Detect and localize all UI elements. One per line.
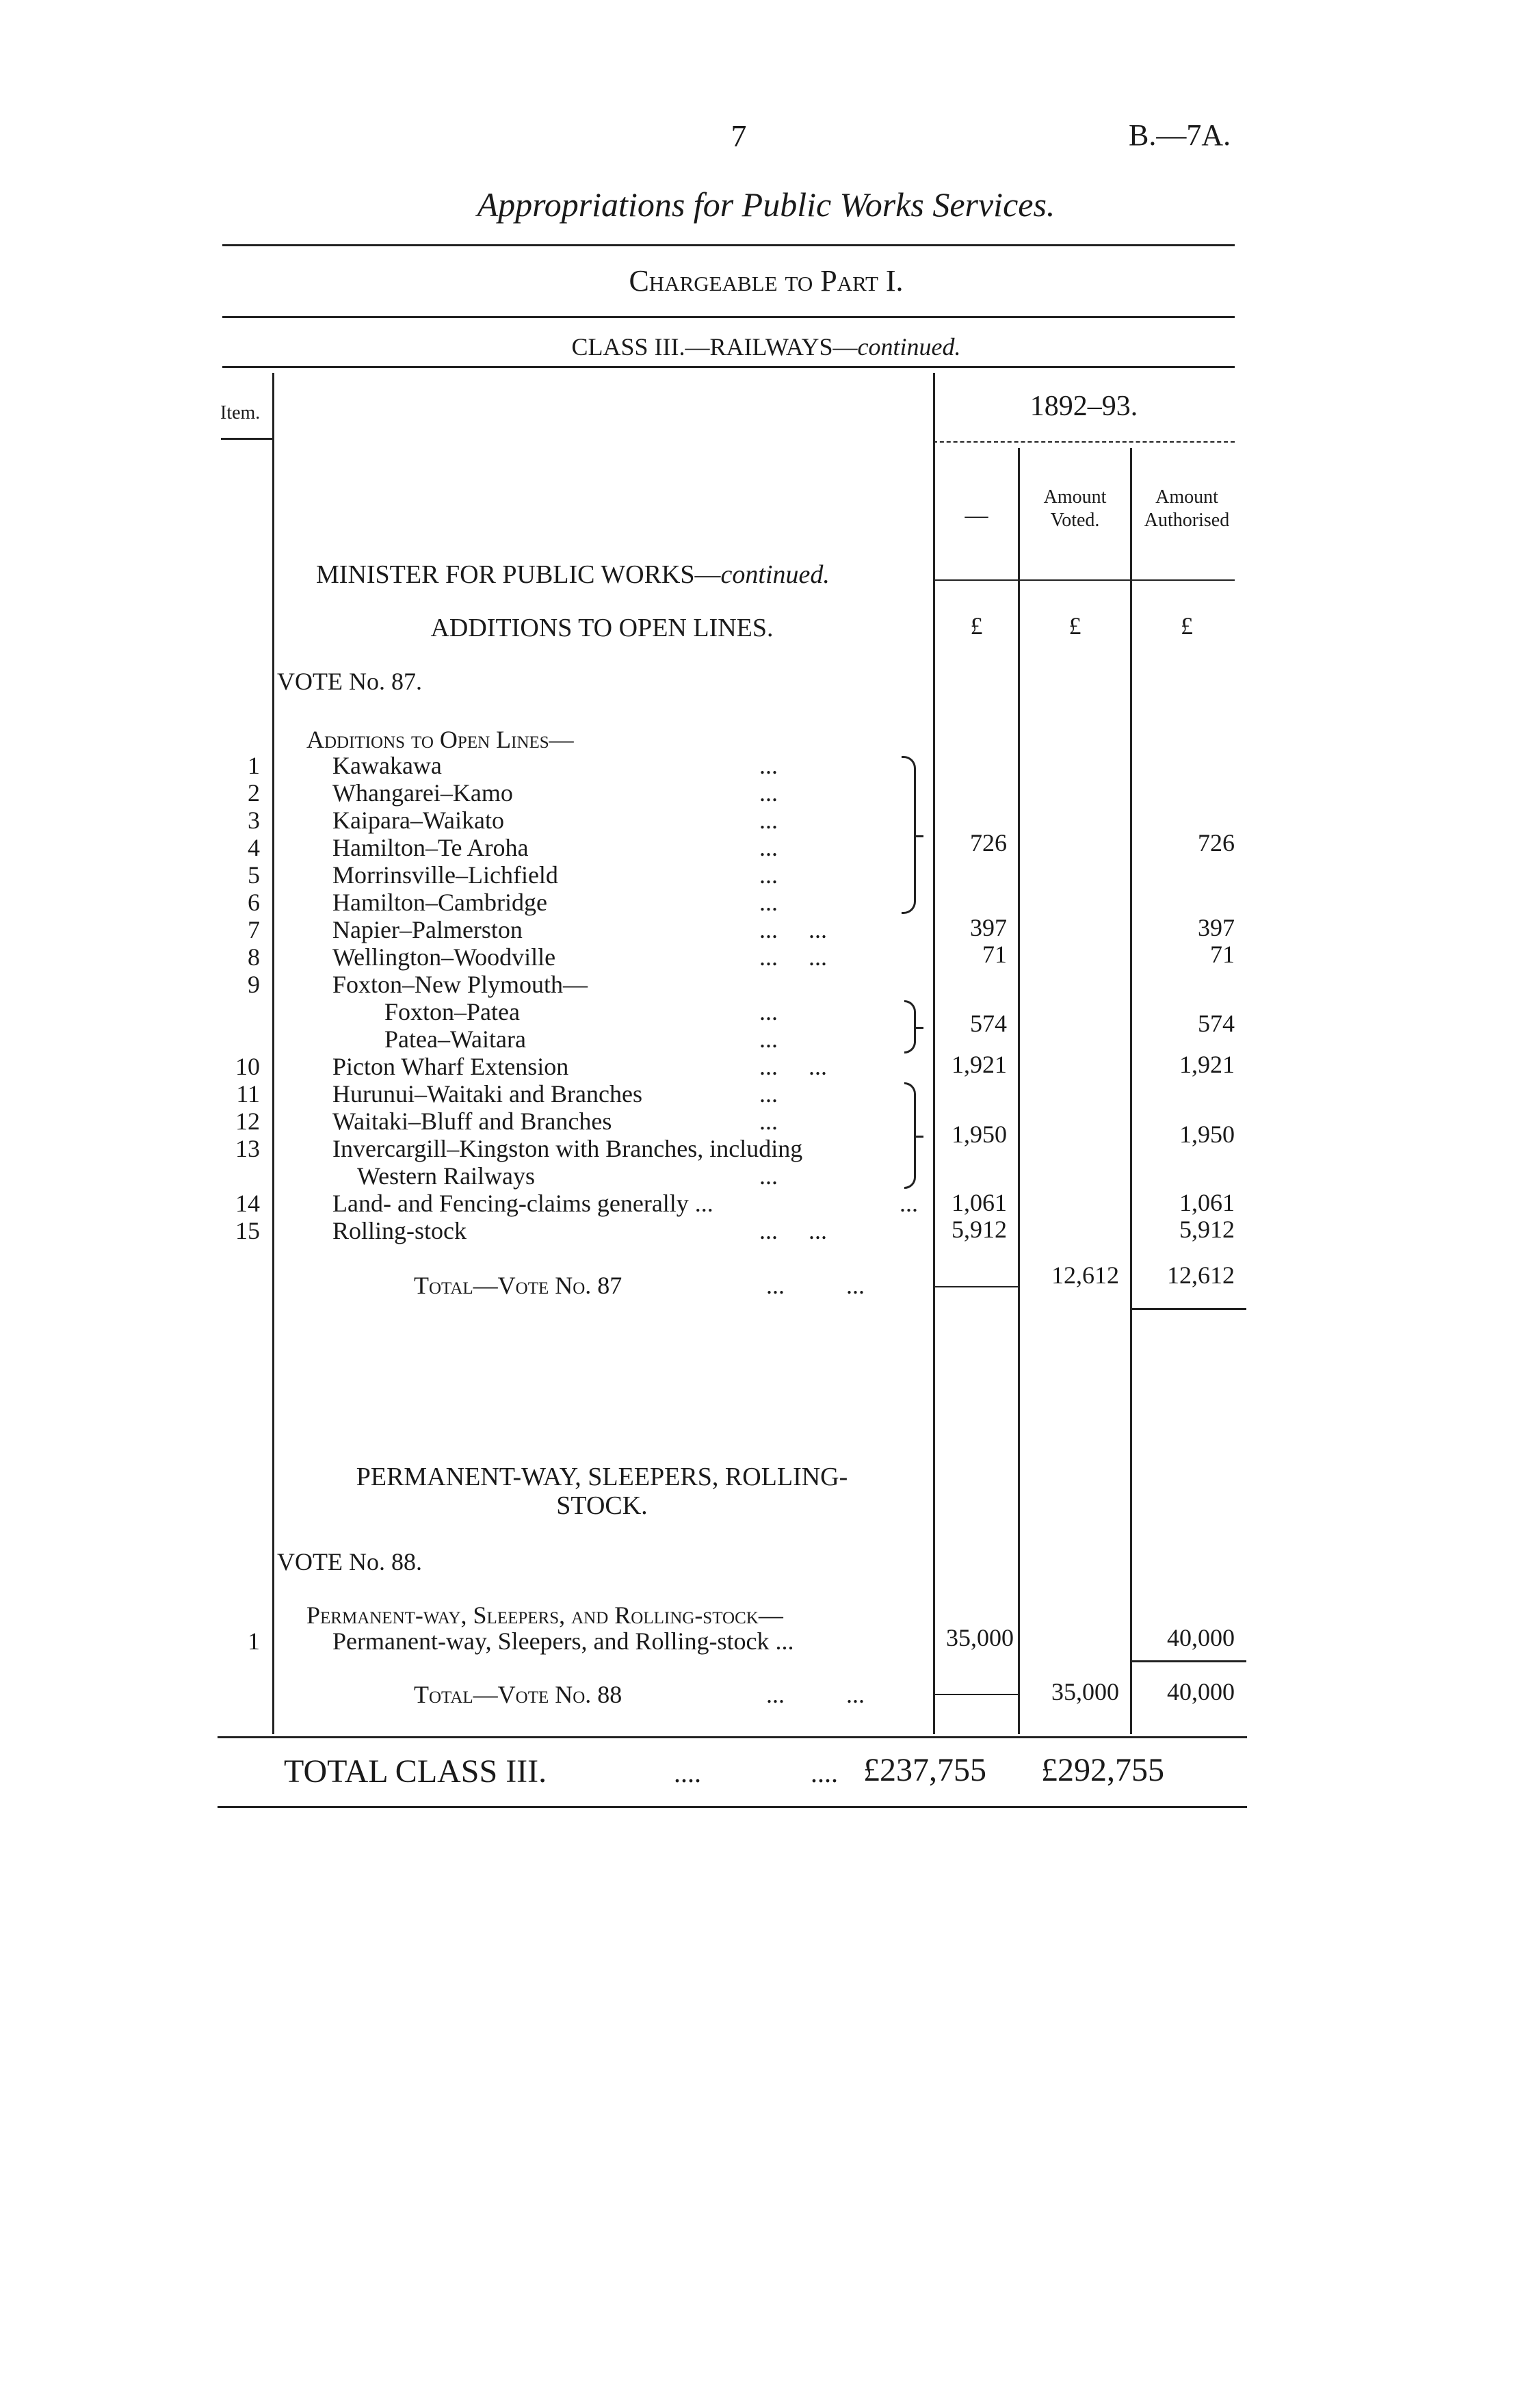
line-name: Hurunui–Waitaki and Branches <box>332 1080 642 1108</box>
leader-dots: ... <box>759 834 778 861</box>
vote87-total-label: Total—Vote No. 87 <box>414 1272 622 1299</box>
leader-dots: ... ... <box>759 1217 827 1244</box>
vote87-heading: ADDITIONS TO OPEN LINES. <box>430 614 774 642</box>
amount-cell: 1,950 <box>1179 1121 1235 1148</box>
item-number: 2 <box>248 779 260 807</box>
leader-dots: ... ... <box>759 916 827 943</box>
amount-voted-header <box>1020 486 1130 532</box>
amount-cell: 1,921 <box>952 1051 1007 1078</box>
column-header-rule <box>933 579 1235 581</box>
amount-cell: 1,921 <box>1179 1051 1235 1078</box>
item-column-header: Item. <box>220 402 261 423</box>
total-rule <box>1130 1308 1246 1310</box>
item-number: 6 <box>248 889 260 916</box>
leader-dots: ... <box>759 779 778 807</box>
vote88-heading-line2: STOCK. <box>556 1491 648 1520</box>
leader-dots: ... <box>759 889 778 916</box>
amount-cell: 35,000 <box>946 1624 1014 1651</box>
amount-voted-line1: Amount <box>1043 486 1107 508</box>
grouping-brace <box>904 1082 916 1189</box>
item-number: 10 <box>235 1053 260 1080</box>
minister-heading-text: MINISTER FOR PUBLIC WORKS— <box>316 560 721 589</box>
item-number: 8 <box>248 943 260 971</box>
vote87-subheading: Additions to Open Lines— <box>306 726 574 753</box>
item-number: 1 <box>248 1627 260 1655</box>
item-number: 7 <box>248 916 260 943</box>
subtotal-rule <box>935 1286 1018 1287</box>
item-number: 5 <box>248 861 260 889</box>
class-total-authorised: £292,755 <box>1041 1752 1164 1788</box>
item-number: 4 <box>248 834 260 861</box>
amount-cell: 397 <box>970 914 1007 941</box>
line-name: Napier–Palmerston <box>332 916 523 943</box>
leader-dots: ... ... <box>759 943 827 971</box>
leader-dots: ... ... <box>766 1272 865 1299</box>
vote87-total-voted: 12,612 <box>1051 1261 1119 1289</box>
rule <box>218 1736 1247 1738</box>
page-title: Appropriations for Public Works Services. <box>477 185 1055 224</box>
year-header: 1892–93. <box>1029 391 1138 422</box>
vote87-label: VOTE No. 87. <box>277 668 422 695</box>
class-total-label: TOTAL CLASS III. <box>284 1753 547 1790</box>
line-name: Kawakawa <box>332 752 442 779</box>
class-heading-continued: continued. <box>857 333 961 361</box>
item-number: 14 <box>235 1190 260 1217</box>
amount-cell: 1,061 <box>1179 1189 1235 1216</box>
line-name: Permanent-way, Sleepers, and Rolling-stock ... <box>332 1627 794 1655</box>
vote88-total-label: Total—Vote No. 88 <box>414 1681 622 1708</box>
rule <box>222 316 1235 318</box>
rule <box>218 1806 1247 1808</box>
amount-voted-line2: Voted. <box>1050 510 1100 531</box>
item-number: 13 <box>235 1135 260 1162</box>
leader-dots: ... ... <box>759 1053 827 1080</box>
line-name: Morrinsville–Lichfield <box>332 861 558 889</box>
grouping-brace <box>902 756 916 914</box>
leader-dots: ... <box>759 807 778 834</box>
subtotal-rule <box>1130 1660 1246 1662</box>
line-name: Patea–Waitara <box>384 1025 526 1053</box>
currency-col3: £ <box>1181 612 1193 640</box>
amount-cell: 397 <box>1198 914 1235 941</box>
class-heading <box>219 332 1313 361</box>
subtotal-rule <box>935 1694 1018 1695</box>
leader-dots: .... <box>674 1757 701 1788</box>
item-number: 1 <box>248 752 260 779</box>
chargeable-heading: Chargeable to Part I. <box>629 264 904 298</box>
page-number: 7 <box>731 118 747 153</box>
vote88-heading <box>274 1463 930 1520</box>
class-total-voted: £237,755 <box>863 1752 986 1788</box>
document-reference: B.—7A. <box>1129 118 1231 152</box>
line-name: Kaipara–Waikato <box>332 807 504 834</box>
leader-dots: ... <box>759 998 778 1025</box>
line-name: Hamilton–Cambridge <box>332 889 547 916</box>
grouping-brace <box>904 1000 916 1054</box>
amount-authorised-line1: Amount <box>1155 486 1218 508</box>
amount-authorised-line2: Authorised <box>1144 510 1230 531</box>
amount-cell: 1,061 <box>952 1189 1007 1216</box>
amount-cell: 5,912 <box>952 1216 1007 1243</box>
item-number: 15 <box>235 1217 260 1244</box>
line-name: Western Railways <box>357 1162 536 1190</box>
column-divider <box>272 373 274 1734</box>
minister-heading <box>316 560 830 590</box>
line-name: Hamilton–Te Aroha <box>332 834 529 861</box>
vote87-total-authorised: 12,612 <box>1167 1261 1235 1289</box>
col1-header: — <box>965 503 988 528</box>
amount-cell: 574 <box>1198 1010 1235 1037</box>
line-name: Whangarei–Kamo <box>332 779 513 807</box>
vote88-total-authorised: 40,000 <box>1167 1678 1235 1705</box>
line-name: Waitaki–Bluff and Branches <box>332 1108 612 1135</box>
line-name: Foxton–New Plymouth— <box>332 971 588 998</box>
leader-dots: ... <box>759 1108 778 1135</box>
leader-dots: ... <box>900 1190 918 1217</box>
item-header-rule <box>221 438 272 440</box>
currency-col1: £ <box>970 612 983 640</box>
amount-cell: 726 <box>970 829 1007 856</box>
amount-authorised-header <box>1132 486 1242 532</box>
line-name: Land- and Fencing-claims generally ... <box>332 1190 713 1217</box>
item-number: 12 <box>235 1108 260 1135</box>
amount-cell: 71 <box>1210 941 1235 968</box>
vote88-total-voted: 35,000 <box>1051 1678 1119 1705</box>
currency-col2: £ <box>1068 612 1081 640</box>
leader-dots: ... <box>759 1162 778 1190</box>
vote88-label: VOTE No. 88. <box>277 1548 422 1575</box>
leader-dots: ... <box>759 1025 778 1053</box>
line-name: Picton Wharf Extension <box>332 1053 569 1080</box>
amount-cell: 40,000 <box>1167 1624 1235 1651</box>
minister-heading-continued: continued. <box>720 560 830 589</box>
vote88-subheading: Permanent-way, Sleepers, and Rolling-stock— <box>306 1601 783 1629</box>
amount-cell: 726 <box>1198 829 1235 856</box>
rule <box>222 244 1235 246</box>
amount-cell: 574 <box>970 1010 1007 1037</box>
column-divider <box>1130 448 1132 1734</box>
table-top-rule <box>222 366 1235 368</box>
year-rule <box>933 441 1235 443</box>
amount-cell: 5,912 <box>1179 1216 1235 1243</box>
leader-dots: ... <box>759 1080 778 1108</box>
amount-cell: 71 <box>982 941 1007 968</box>
leader-dots: ... <box>759 861 778 889</box>
leader-dots: ... ... <box>766 1681 865 1708</box>
line-name: Rolling-stock <box>332 1217 467 1244</box>
leader-dots: ... <box>759 752 778 779</box>
item-number: 9 <box>248 971 260 998</box>
item-number: 11 <box>236 1080 260 1108</box>
column-divider <box>1018 448 1020 1734</box>
leader-dots: .... <box>811 1757 838 1788</box>
vote88-heading-line1: PERMANENT-WAY, SLEEPERS, ROLLING- <box>356 1463 848 1491</box>
item-number: 3 <box>248 807 260 834</box>
line-name: Foxton–Patea <box>384 998 520 1025</box>
class-heading-text: CLASS III.—RAILWAYS— <box>571 333 858 361</box>
amount-cell: 1,950 <box>952 1121 1007 1148</box>
line-name: Invercargill–Kingston with Branches, including <box>332 1135 803 1162</box>
line-name: Wellington–Woodville <box>332 943 556 971</box>
